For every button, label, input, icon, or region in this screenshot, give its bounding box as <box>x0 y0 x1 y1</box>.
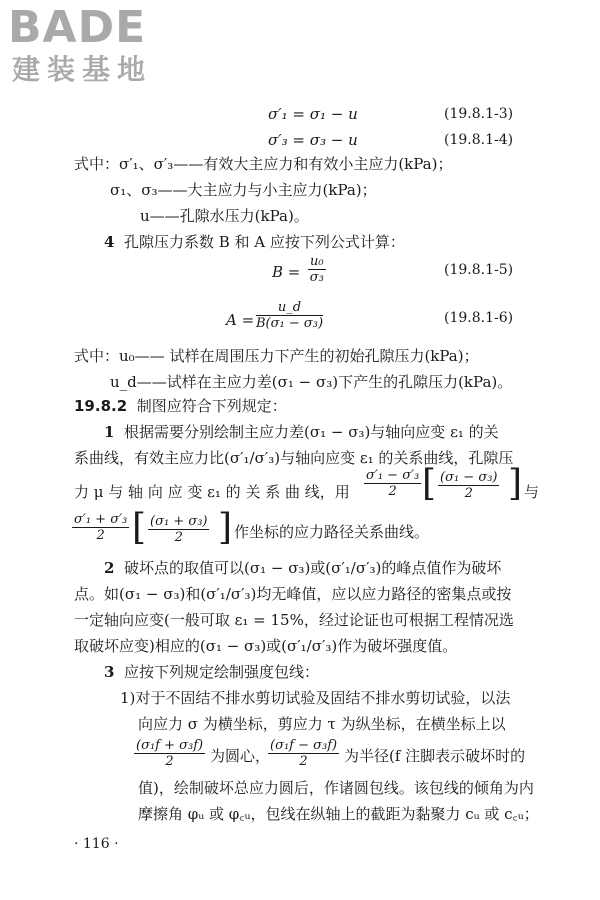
paragraph-2-line <box>104 558 600 578</box>
equation-number: (19.8.1-6) <box>444 310 514 326</box>
item-4 <box>104 232 600 252</box>
denominator: 2 <box>299 754 308 769</box>
section-heading <box>74 396 600 416</box>
item-number: 3 <box>104 663 115 681</box>
fraction-a <box>256 300 323 331</box>
right-bracket: ] <box>218 507 233 548</box>
numerator: (σ₁ − σ₃) <box>440 470 498 485</box>
section-title: 制图应符合下列规定： <box>136 397 287 415</box>
where-clause: u_d——试样在主应力差(σ₁ − σ₃)下产生的孔隙压力(kPa)。 <box>110 373 513 391</box>
subitem-line: 向应力 σ 为横坐标，剪应力 τ 为纵坐标，在横坐标上以 <box>138 715 506 733</box>
item-number: 1 <box>104 423 115 441</box>
paragraph-2-line: 取破坏应变)相应的(σ₁ − σ₃)或(σ′₁/σ′₃)作为破坏强度值。 <box>74 637 458 655</box>
where-clause: u——孔隙水压力(kPa)。 <box>140 207 309 225</box>
where-clause: σ₁、σ₃——大主应力与小主应力(kPa)； <box>110 181 377 199</box>
fraction <box>134 738 205 769</box>
line-text: 应按下列规定绘制强度包线： <box>123 663 319 681</box>
numerator: (σ₁f − σ₃f) <box>270 738 338 753</box>
subitem-line: 值)，绘制破坏总应力圆后，作诸圆包线。该包线的倾角为内 <box>138 779 534 797</box>
paragraph-1-line: 力 μ 与 轴 向 应 变 ε₁ 的 关 系 曲 线，用 <box>74 483 350 501</box>
logo-english: BADE <box>8 2 147 53</box>
equation-lhs: A = <box>226 311 255 329</box>
equation-number: (19.8.1-3) <box>444 106 514 122</box>
denominator: 2 <box>96 528 105 543</box>
where-clause: 式中：u₀—— 试样在周围压力下产生的初始孔隙压力(kPa)； <box>74 347 479 365</box>
fraction <box>438 470 499 501</box>
paragraph-2-line: 点。如(σ₁ − σ₃)和(σ′₁/σ′₃)均无峰值，应以应力路径的密集点或按 <box>74 585 512 603</box>
fraction <box>364 468 421 499</box>
paragraph-2-line: 一定轴向应变(一般可取 ε₁ = 15%，经过论证也可根据工程情况选 <box>74 611 514 629</box>
paragraph-1-line: 系曲线，有效主应力比(σ′₁/σ′₃)与轴向应变 ε₁ 的关系曲线，孔隙压 <box>74 449 514 467</box>
fraction <box>268 738 339 769</box>
item-number: 4 <box>104 233 115 251</box>
page-number: · 116 · <box>74 836 119 852</box>
item-number: 2 <box>104 559 115 577</box>
subitem-line: 1)对于不固结不排水剪切试验及固结不排水剪切试验，以法 <box>120 689 511 707</box>
fraction <box>148 514 209 545</box>
logo <box>8 4 188 88</box>
numerator: u_d <box>256 300 323 316</box>
left-bracket: [ <box>132 507 147 548</box>
denominator: 2 <box>388 484 397 499</box>
denominator: 2 <box>174 530 183 545</box>
fraction-b <box>308 254 326 285</box>
line-text: 为半径(f 注脚表示破坏时的 <box>344 747 526 765</box>
section-number: 19.8.2 <box>74 397 128 415</box>
numerator: σ′₁ − σ′₃ <box>366 468 420 483</box>
logo-chinese: 建装基地 <box>12 53 153 86</box>
paragraph-1-line <box>104 422 600 442</box>
equation-number: (19.8.1-5) <box>444 262 514 278</box>
paragraph-3-line <box>104 662 600 682</box>
line-text: 为圆心， <box>210 747 271 765</box>
where-clause: 式中：σ′₁、σ′₃——有效大主应力和有效小主应力(kPa)； <box>74 155 453 173</box>
numerator: σ′₁ + σ′₃ <box>74 512 128 527</box>
numerator: (σ₁f + σ₃f) <box>136 738 204 753</box>
numerator: u₀ <box>310 254 324 269</box>
left-bracket: [ <box>422 463 437 504</box>
line-text: 根据需要分别绘制主应力差(σ₁ − σ₃)与轴向应变 ε₁ 的关 <box>123 423 499 441</box>
subitem-line: 摩擦角 φᵤ 或 φ꜀ᵤ，包线在纵轴上的截距为黏聚力 cᵤ 或 c꜀ᵤ； <box>138 805 539 823</box>
item-text: 孔隙压力系数 B 和 A 应按下列公式计算： <box>123 233 405 251</box>
denominator: 2 <box>464 486 473 501</box>
right-bracket: ] <box>508 463 523 504</box>
equation-19-8-1-3: σ′₁ = σ₁ − u <box>268 105 358 123</box>
denominator: B(σ₁ − σ₃) <box>256 316 324 331</box>
denominator: 2 <box>165 754 174 769</box>
line-text: 作坐标的应力路径关系曲线。 <box>234 523 430 541</box>
denominator: σ₃ <box>309 270 324 285</box>
equation-19-8-1-4: σ′₃ = σ₃ − u <box>268 131 358 149</box>
numerator: (σ₁ + σ₃) <box>150 514 208 529</box>
line-text: 破坏点的取值可以(σ₁ − σ₃)或(σ′₁/σ′₃)的峰点值作为破坏 <box>123 559 502 577</box>
fraction <box>72 512 129 543</box>
equation-number: (19.8.1-4) <box>444 132 514 148</box>
line-text: 与 <box>524 483 540 501</box>
equation-lhs: B = <box>272 263 301 281</box>
